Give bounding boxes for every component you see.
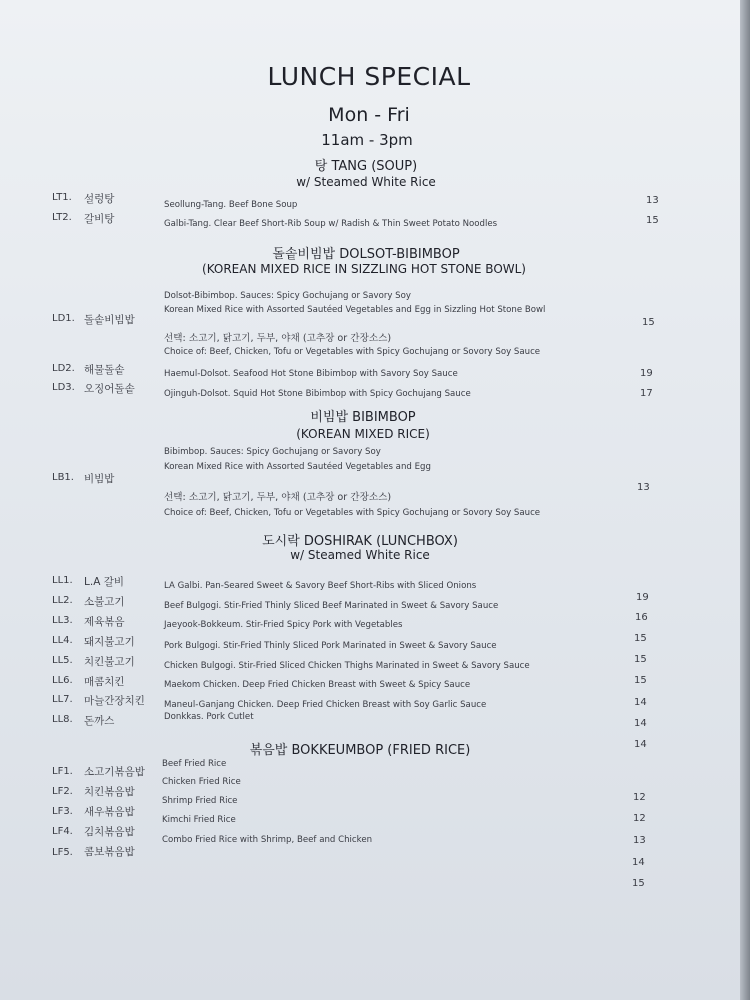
item-description: Korean Mixed Rice with Assorted Sautéed Vegetables and Egg — [164, 462, 431, 472]
item-korean-name: 치킨불고기 — [84, 656, 135, 668]
item-description: Bibimbop. Sauces: Spicy Gochujang or Savory Soy — [164, 447, 381, 457]
menu-hours: 11am - 3pm — [321, 131, 413, 149]
item-description: Beef Bulgogi. Stir-Fried Thinly Sliced Beef Marinated in Sweet & Savory Sauce — [164, 601, 499, 611]
item-code: LF4. — [52, 826, 73, 837]
item-code: LF3. — [52, 806, 73, 817]
section-title-dolsot: 돌솥비빔밥 DOLSOT-BIBIMBOP — [272, 247, 460, 262]
item-description: Galbi-Tang. Clear Beef Short-Rib Soup w/ Radish & Thin Sweet Potato Noodles — [164, 219, 498, 229]
item-korean-name: 돌솥비빔밥 — [84, 314, 135, 326]
item-description: Beef Fried Rice — [162, 759, 227, 769]
item-price: 13 — [633, 835, 646, 846]
item-price: 15 — [646, 215, 659, 226]
item-korean-name: 김치볶음밥 — [84, 826, 135, 838]
item-price: 13 — [637, 482, 650, 493]
item-korean-name: 제육볶음 — [84, 616, 125, 628]
item-code: LB1. — [52, 472, 74, 483]
item-price: 15 — [634, 654, 647, 665]
item-price: 15 — [642, 317, 655, 328]
item-korean-name: 치킨볶음밥 — [84, 786, 135, 798]
menu-days: Mon - Fri — [328, 104, 410, 126]
item-description: Ojinguh-Dolsot. Squid Hot Stone Bibimbop with Spicy Gochujang Sauce — [164, 389, 471, 399]
section-title-doshirak: 도시락 DOSHIRAK (LUNCHBOX) — [262, 534, 458, 549]
section-subtitle-tang: w/ Steamed White Rice — [296, 175, 436, 189]
item-description: Chicken Bulgogi. Stir-Fried Sliced Chicken Thighs Marinated in Sweet & Savory Sauce — [164, 661, 530, 671]
item-description: Maneul-Ganjang Chicken. Deep Fried Chicken Breast with Soy Garlic Sauce — [164, 700, 487, 710]
item-price: 14 — [632, 857, 645, 868]
item-code: LL5. — [52, 655, 73, 666]
item-korean-name: 갈비탕 — [84, 213, 115, 225]
item-korean-name: L.A 갈비 — [84, 576, 124, 588]
item-description: Korean Mixed Rice with Assorted Sautéed Vegetables and Egg in Sizzling Hot Stone Bowl — [164, 305, 546, 315]
item-description: Donkkas. Pork Cutlet — [164, 712, 254, 722]
item-korean-name: 해물돌솥 — [84, 364, 125, 376]
item-korean-name: 소불고기 — [84, 596, 125, 608]
item-korean-name: 오징어돌솥 — [84, 383, 135, 395]
item-korean-name: 돼지불고기 — [84, 636, 135, 648]
section-title-bibimbop: 비빔밥 BIBIMBOP — [310, 410, 416, 425]
item-korean-name: 새우볶음밥 — [84, 806, 135, 818]
item-description: LA Galbi. Pan-Seared Sweet & Savory Beef Short-Ribs with Sliced Onions — [164, 581, 477, 591]
item-description: Shrimp Fried Rice — [162, 796, 238, 806]
item-code: LL2. — [52, 595, 73, 606]
item-description: Kimchi Fried Rice — [162, 815, 236, 825]
item-code: LL8. — [52, 714, 73, 725]
item-korean-name: 설렁탕 — [84, 193, 115, 205]
item-price: 15 — [634, 675, 647, 686]
item-price: 15 — [634, 633, 647, 644]
item-description: Combo Fried Rice with Shrimp, Beef and Chicken — [162, 835, 373, 845]
item-code: LT2. — [52, 212, 72, 223]
item-choice-english: Choice of: Beef, Chicken, Tofu or Vegetables with Spicy Gochujang or Sovory Soy Sauce — [164, 508, 541, 518]
item-code: LL6. — [52, 675, 73, 686]
item-korean-name: 비빔밥 — [84, 473, 115, 485]
item-korean-name: 소고기볶음밥 — [84, 766, 145, 778]
item-price: 14 — [634, 718, 647, 729]
item-price: 15 — [632, 878, 645, 889]
item-choice-korean: 선택: 소고기, 닭고기, 두부, 야채 (고추장 or 간장소스) — [164, 492, 392, 503]
item-description: Chicken Fried Rice — [162, 777, 241, 787]
item-korean-name: 돈까스 — [84, 715, 115, 727]
item-description: Maekom Chicken. Deep Fried Chicken Breast with Sweet & Spicy Sauce — [164, 680, 471, 690]
section-title-tang: 탕 TANG (SOUP) — [314, 159, 418, 174]
item-choice-korean: 선택: 소고기, 닭고기, 두부, 야채 (고추장 or 간장소스) — [164, 333, 392, 344]
item-description: Seollung-Tang. Beef Bone Soup — [164, 200, 298, 210]
section-subtitle-doshirak: w/ Steamed White Rice — [290, 548, 430, 562]
item-description: Jaeyook-Bokkeum. Stir-Fried Spicy Pork with Vegetables — [164, 620, 403, 630]
item-code: LL1. — [52, 575, 73, 586]
item-choice-english: Choice of: Beef, Chicken, Tofu or Vegetables with Spicy Gochujang or Sovory Soy Sauce — [164, 347, 541, 357]
page-edge — [740, 0, 750, 1000]
item-code: LT1. — [52, 192, 72, 203]
item-code: LD2. — [52, 363, 75, 374]
item-price: 17 — [640, 388, 653, 399]
item-price: 16 — [635, 612, 648, 623]
item-price: 14 — [634, 739, 647, 750]
item-korean-name: 마늘간장치킨 — [84, 695, 145, 707]
item-price: 19 — [636, 592, 649, 603]
item-code: LL3. — [52, 615, 73, 626]
item-code: LD3. — [52, 382, 75, 393]
item-price: 13 — [646, 195, 659, 206]
item-code: LL7. — [52, 694, 73, 705]
item-code: LF5. — [52, 847, 73, 858]
item-price: 12 — [633, 792, 646, 803]
item-code: LF1. — [52, 766, 73, 777]
item-code: LD1. — [52, 313, 75, 324]
item-price: 19 — [640, 368, 653, 379]
item-price: 12 — [633, 813, 646, 824]
section-subtitle-bibimbop: (KOREAN MIXED RICE) — [296, 427, 430, 441]
menu-title: LUNCH SPECIAL — [267, 62, 471, 91]
item-description: Dolsot-Bibimbop. Sauces: Spicy Gochujang or Savory Soy — [164, 291, 411, 301]
section-subtitle-dolsot: (KOREAN MIXED RICE IN SIZZLING HOT STONE BOWL) — [202, 262, 526, 276]
item-code: LF2. — [52, 786, 73, 797]
item-korean-name: 매콤치킨 — [84, 676, 125, 688]
item-description: Pork Bulgogi. Stir-Fried Thinly Sliced Pork Marinated in Sweet & Savory Sauce — [164, 641, 497, 651]
item-description: Haemul-Dolsot. Seafood Hot Stone Bibimbop with Savory Soy Sauce — [164, 369, 458, 379]
item-code: LL4. — [52, 635, 73, 646]
item-korean-name: 콤보볶음밥 — [84, 846, 135, 858]
item-price: 14 — [634, 697, 647, 708]
section-title-bokkeumbop: 볶음밥 BOKKEUMBOP (FRIED RICE) — [249, 743, 471, 758]
